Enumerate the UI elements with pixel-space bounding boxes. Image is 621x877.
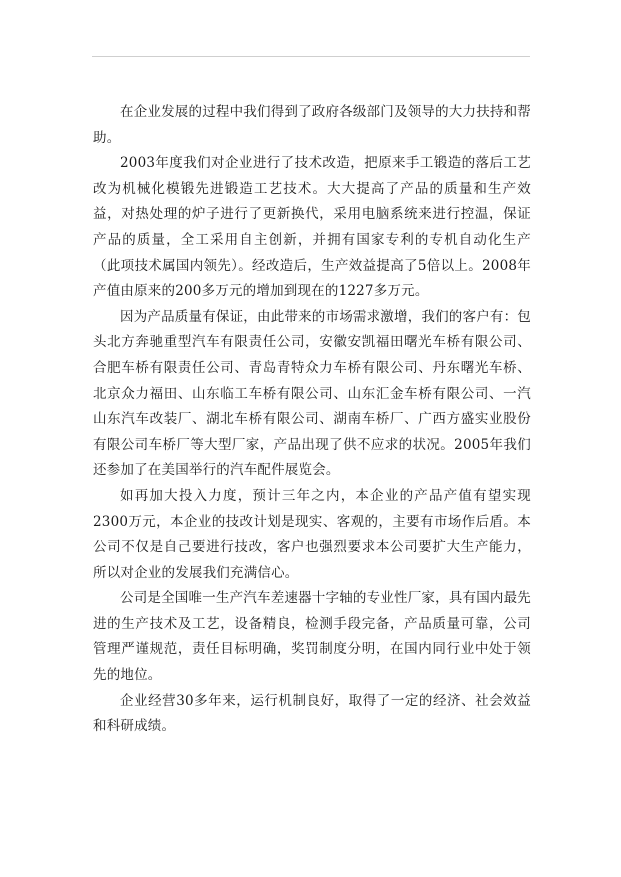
paragraph-operating-history: 企业经营30多年来，运行机制良好，取得了一定的经济、社会效益和科研成绩。	[93, 692, 531, 735]
paragraph-company-profile: 公司是全国唯一生产汽车差速器十字轴的专业性厂家，具有国内最先进的生产技术及工艺，设备精良，检测手段完备，产品质量可靠，公司管理严谨规范，责任目标明确，奖罚制度分明，在国内同行业中处于领先的地位。	[93, 590, 531, 684]
paragraph-investment-outlook: 如再加大投入力度，预计三年之内，本企业的产品产值有望实现2300万元，本企业的技改计划是现实、客观的，主要有市场作后盾。本公司不仅是自己要进行技改，客户也强烈要求本公司要扩大生产能力，所以对企业的发展我们充满信心。	[93, 487, 531, 581]
document-body	[93, 100, 531, 740]
paragraph-government-support: 在企业发展的过程中我们得到了政府各级部门及领导的大力扶持和帮助。	[93, 104, 531, 146]
paragraph-technical-upgrade: 2003年度我们对企业进行了技术改造，把原来手工锻造的落后工艺改为机械化模锻先进锻造工艺技术。大大提高了产品的质量和生产效益，对热处理的炉子进行了更新换代，采用电脑系统来进行控温，保证产品的质量，全工采用自主创新，并拥有国家专利的专机自动化生产（此项技术属国内领先）。经改造后，生产效益提高了5倍以上。2008年产值由原来的200多万元的增加到现在的1227多万元。	[93, 155, 531, 300]
paragraph-customers: 因为产品质量有保证，由此带来的市场需求激增，我们的客户有：包头北方奔驰重型汽车有限责任公司，安徽安凯福田曙光车桥有限公司、合肥车桥有限责任公司、青岛青特众力车桥有限公司、丹东曙光车桥、北京众力福田、山东临工车桥有限公司、山东汇金车桥有限公司、一汽山东汽车改装厂、湖北车桥有限公司、湖南车桥厂、广西方盛实业股份有限公司车桥厂等大型厂家，产品出现了供不应求的状况。2005年我们还参加了在美国举行的汽车配件展览会。	[93, 308, 531, 479]
header-divider	[92, 56, 530, 57]
